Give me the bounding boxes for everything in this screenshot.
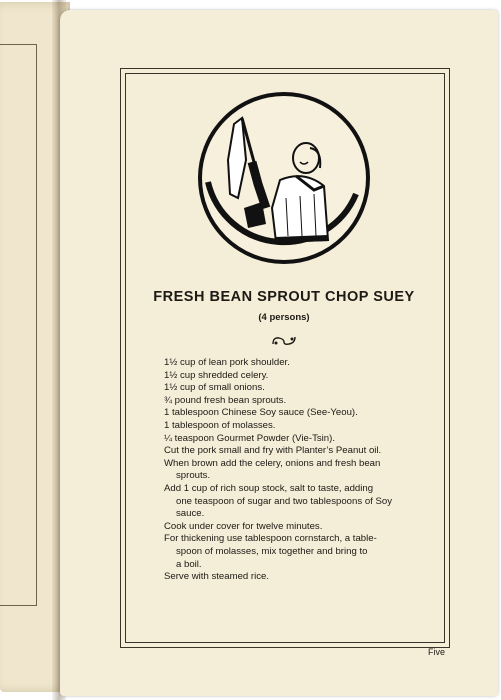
recipe-body xyxy=(164,357,414,584)
recipe-line: Add 1 cup of rich soup stock, salt to taste, adding xyxy=(164,482,374,494)
recipe-line: a boil. xyxy=(176,558,202,570)
recipe-line: Cook under cover for twelve minutes. xyxy=(164,520,323,532)
s-swirl-ornament-icon xyxy=(270,334,298,348)
recipe-line: sauce. xyxy=(176,508,205,520)
recipe-line: 1 tablespoon Chinese Soy sauce (See-Yeou). xyxy=(164,407,358,419)
recipe-title: FRESH BEAN SPROUT CHOP SUEY xyxy=(153,289,415,305)
recipe-line: Cut the pork small and fry with Planter’s Peanut oil. xyxy=(164,445,382,457)
recipe-line: 1½ cup shredded celery. xyxy=(164,369,269,381)
recipe-line: sprouts. xyxy=(176,470,211,482)
recipe-line: one teaspoon of sugar and two tablespoons of Soy xyxy=(176,495,393,507)
recipe-line: Serve with steamed rice. xyxy=(164,571,270,583)
recipe-line: 1½ cup of lean pork shoulder. xyxy=(164,357,290,368)
page-number: Five xyxy=(428,647,446,657)
recipe-line: When brown add the celery, onions and fresh bean xyxy=(164,457,381,469)
recipe-line: 1 tablespoon of molasses. xyxy=(164,419,276,431)
chef-illustration-icon xyxy=(196,90,372,266)
recipe-line: ¼ teaspoon Gourmet Powder (Vie-Tsin). xyxy=(164,432,335,444)
recipe-servings: (4 persons) xyxy=(258,312,310,323)
recipe-line: For thickening use tablespoon cornstarch, a table- xyxy=(164,533,377,545)
recipe-line: 1½ cup of small onions. xyxy=(164,382,265,394)
recipe-line: spoon of molasses, mix together and bring to xyxy=(176,545,368,557)
recipe-line: ¾ pound fresh bean sprouts. xyxy=(164,394,287,406)
facing-page-border xyxy=(0,44,37,606)
